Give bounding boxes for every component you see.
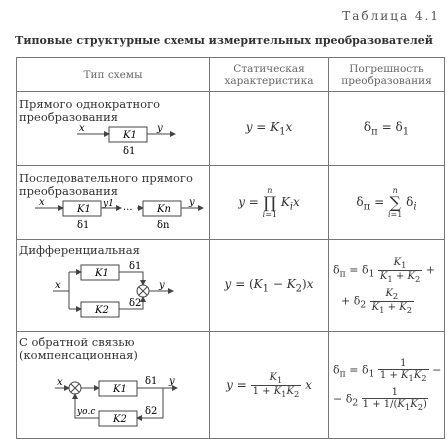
table-caption: Типовые структурные схемы измерительных преобразователей — [15, 34, 433, 47]
error-label: δ1 — [123, 145, 136, 157]
error1-label: δ1 — [129, 261, 142, 272]
characteristic-feedback: y = $\frac{K_1}{1 + K_1K_2}$ x — [210, 332, 329, 439]
characteristic-direct: $y = K_1x$ — [210, 92, 329, 166]
block1-label: K1 — [77, 203, 91, 215]
output-label: y — [159, 280, 165, 291]
scheme-cell-serial — [17, 166, 210, 240]
header-error: Погрешность преобразования — [329, 58, 445, 92]
input-label: x — [79, 123, 85, 134]
output-label: y — [157, 123, 163, 134]
scheme-name: Последовательного прямого преобразования — [19, 170, 193, 198]
diagram-direct — [17, 124, 207, 158]
scheme-cell-direct — [17, 92, 210, 166]
error2-label: δ2 — [129, 298, 142, 309]
scheme-cell-feedback — [17, 332, 210, 439]
header-scheme-type: Тип схемы — [17, 58, 210, 92]
error1-label: δ1 — [77, 219, 90, 231]
diagram-differential — [17, 257, 207, 325]
scheme-name: С обратной связью (компенсационная) — [19, 335, 138, 362]
diagram-serial — [17, 198, 207, 232]
error-feedback: $\delta_п = \delta_1$ $\frac{1}{1 + K_1K_2}$ − − $\delta_2$ $\frac{1}{1 + 1/(K_1K_2)}$ — [329, 332, 445, 439]
feedback-label: yо.с — [77, 407, 96, 417]
table-row — [17, 240, 445, 332]
block2-label: K2 — [95, 305, 109, 316]
table-number: Таблица 4.1 — [342, 9, 440, 23]
scheme-name: Прямого однократного преобразования — [19, 96, 161, 124]
block2-label: K2 — [113, 414, 127, 425]
characteristic-serial: y = n ∏ i=1 $K_ix$ — [210, 166, 329, 240]
scheme-cell-differential — [17, 240, 210, 332]
table-row — [17, 332, 445, 439]
table-row — [17, 166, 445, 240]
mid-label: y1 — [103, 198, 114, 209]
output-label: y — [189, 197, 195, 208]
scheme-name: Дифференциальная — [19, 243, 140, 257]
blockn-label: Kn — [157, 203, 171, 215]
table-row — [17, 92, 445, 166]
error-serial: $\delta_п$ = n ∑ i=1 $\delta_i$ — [329, 166, 445, 240]
error2-label: δ2 — [145, 406, 158, 417]
input-label: x — [55, 280, 61, 291]
characteristic-differential: $y = (K_1 - K_2)x$ — [210, 240, 329, 332]
error-direct: $\delta_п = \delta_1$ — [329, 92, 445, 166]
block1-label: K1 — [95, 268, 109, 279]
block-label: K1 — [123, 129, 137, 141]
output-label: y — [169, 376, 175, 387]
schemes-table — [16, 57, 445, 439]
error1-label: δ1 — [145, 376, 158, 387]
error-differential: $\delta_п = \delta_1$ $\frac{K_1}{K_1 + K_2}$ + + $\delta_2$ $\frac{K_2}{K_1 + K_2}$ — [329, 240, 445, 332]
input-label: x — [57, 377, 63, 388]
block1-label: K1 — [113, 384, 127, 395]
input-label: x — [39, 197, 45, 208]
diagram-feedback — [17, 362, 207, 432]
dots-label: ... — [123, 201, 133, 213]
header-row — [17, 58, 445, 92]
errorn-label: δn — [157, 219, 170, 231]
header-static-characteristic: Статическая характеристика — [210, 58, 329, 92]
